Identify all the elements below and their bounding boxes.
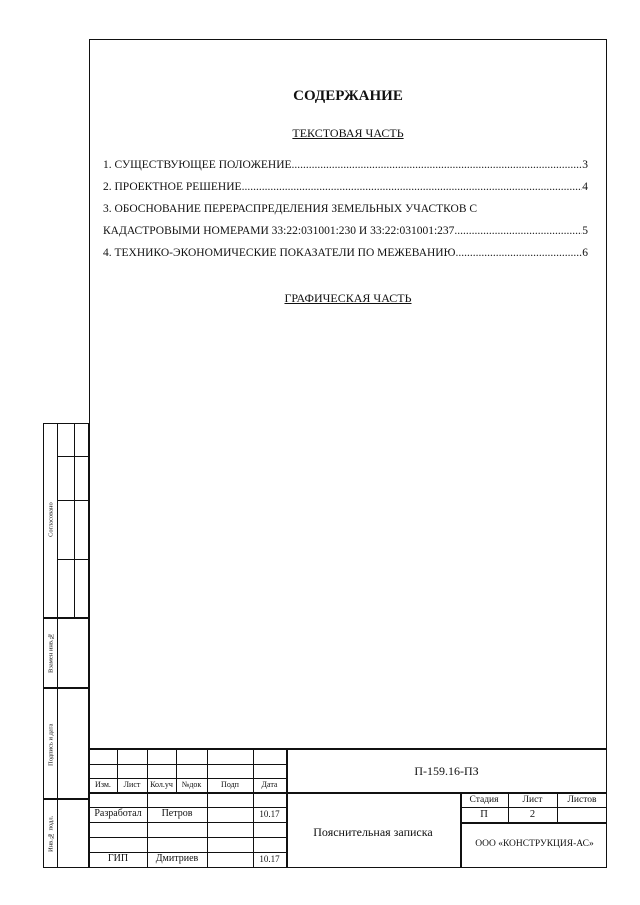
- doc-code: П-159.16-ПЗ: [414, 764, 479, 778]
- sheets-label: Листов: [567, 795, 597, 805]
- sheet-value: 2: [529, 809, 536, 820]
- toc-item-2[interactable]: [103, 180, 588, 194]
- toc-item-text: КАДАСТРОВЫМИ НОМЕРАМИ 33:22:031001:230 И 33:22:031001:237: [103, 225, 455, 237]
- toc-item-text: 4. ТЕХНИКО-ЭКОНОМИЧЕСКИЕ ПОКАЗАТЕЛИ ПО МЕЖЕВАНИЮ: [103, 247, 456, 259]
- header-ndok: №док: [181, 780, 202, 789]
- toc-item-page: 5: [582, 225, 588, 237]
- header-kol-uch: Кол.уч: [150, 780, 173, 789]
- header-list: Лист: [123, 780, 141, 789]
- organization-name: ООО «КОНСТРУКЦИЯ-АС»: [475, 839, 594, 849]
- sheet-label: Лист: [522, 795, 543, 805]
- text-section-heading: ТЕКСТОВАЯ ЧАСТЬ: [292, 126, 404, 140]
- stage-value: П: [480, 809, 488, 820]
- header-izm: Изм.: [95, 780, 111, 789]
- toc-item-text: 1. СУЩЕСТВУЮЩЕЕ ПОЛОЖЕНИЕ: [103, 159, 292, 171]
- gip-date: 10.17: [259, 854, 280, 864]
- agreed-label: Согласовано: [47, 502, 55, 538]
- toc-leader: [455, 246, 582, 260]
- developed-date: 10.17: [259, 809, 280, 819]
- toc-item-page: 3: [582, 159, 588, 171]
- replace-inv-label: Взамен инв.№: [47, 632, 55, 674]
- developed-label: Разработал: [94, 808, 142, 819]
- toc-item-page: 4: [582, 181, 588, 193]
- toc-item-page: 6: [582, 247, 588, 259]
- toc-item-text: 2. ПРОЕКТНОЕ РЕШЕНИЕ: [103, 181, 242, 193]
- doc-name: Пояснительная записка: [313, 825, 433, 839]
- toc-item-1[interactable]: [103, 158, 588, 172]
- gip-label: ГИП: [107, 853, 129, 864]
- gip-name: Дмитриев: [155, 853, 199, 864]
- toc-item-3[interactable]: [103, 224, 588, 238]
- toc-leader: [292, 158, 583, 172]
- toc-item-3-line-1[interactable]: 3. ОБОСНОВАНИЕ ПЕРЕРАСПРЕДЕЛЕНИЯ ЗЕМЕЛЬНЫХ УЧАСТКОВ С: [103, 203, 478, 215]
- toc-leader: [242, 180, 583, 194]
- inv-orig-label: Инв.№ подл.: [47, 815, 55, 853]
- header-data: Дата: [261, 780, 278, 789]
- graphic-section-heading: ГРАФИЧЕСКАЯ ЧАСТЬ: [284, 291, 412, 305]
- toc-leader: [454, 224, 582, 238]
- developed-name: Петров: [161, 808, 193, 819]
- toc-item-4[interactable]: [103, 246, 588, 260]
- sign-date-label: Подпись и дата: [47, 723, 55, 767]
- header-podp: Подп: [221, 780, 239, 789]
- document-title: СОДЕРЖАНИЕ: [293, 88, 403, 104]
- stage-label: Стадия: [469, 795, 499, 805]
